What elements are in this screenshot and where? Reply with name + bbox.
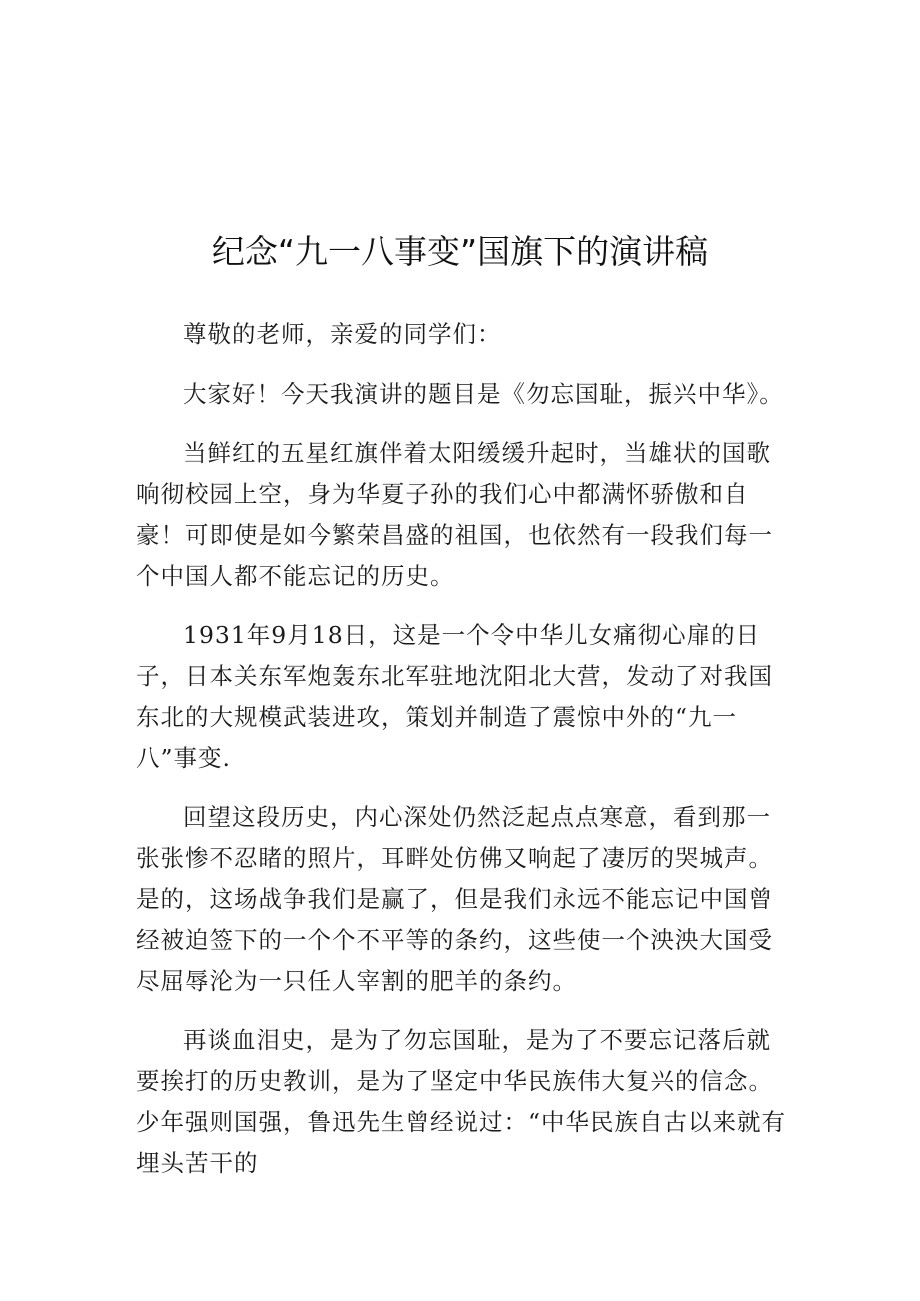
paragraph-flag-raising: 当鲜红的五星红旗伴着太阳缓缓升起时，当雄状的国歌响彻校园上空，身为华夏子孙的我们心中都满怀骄傲和自豪！可即使是如今繁荣昌盛的祖国，也依然有一段我们每一个中国人都不能忘记的历史。 — [136, 439, 773, 590]
paragraph-opening: 大家好！今天我演讲的题目是《勿忘国耻，振兴中华》。 — [183, 380, 784, 408]
document-title: 纪念“九一八事变”国旗下的演讲稿 — [211, 232, 709, 271]
paragraph-history-date: 1931年9月18日，这是一个令中华儿女痛彻心扉的日子，日本关东军炮轰东北军驻地沈阳北大营，发动了对我国东北的大规模武装进攻，策划并制造了震惊中外的“九一八”事变. — [136, 621, 773, 772]
paragraph-lesson: 再谈血泪史，是为了勿忘国耻，是为了不要忘记落后就要挨打的历史教训，是为了坚定中华民族伟大复兴的信念。少年强则国强，鲁迅先生曾经说过：“中华民族自古以来就有埋头苦干的 — [136, 1026, 787, 1177]
paragraph-reflection: 回望这段历史，内心深处仍然泛起点点寒意，看到那一张张惨不忍睹的照片，耳畔处仿佛又响起了凄厉的哭城声。是的，这场战争我们是赢了，但是我们永远不能忘记中国曾经被迫签下的一个个不平等的条约，这些使一个泱泱大国受尽屈辱沦为一只任人宰割的肥羊的条约。 — [136, 803, 773, 995]
paragraph-greeting: 尊敬的老师，亲爱的同学们： — [183, 320, 502, 348]
document-body — [136, 314, 786, 1202]
